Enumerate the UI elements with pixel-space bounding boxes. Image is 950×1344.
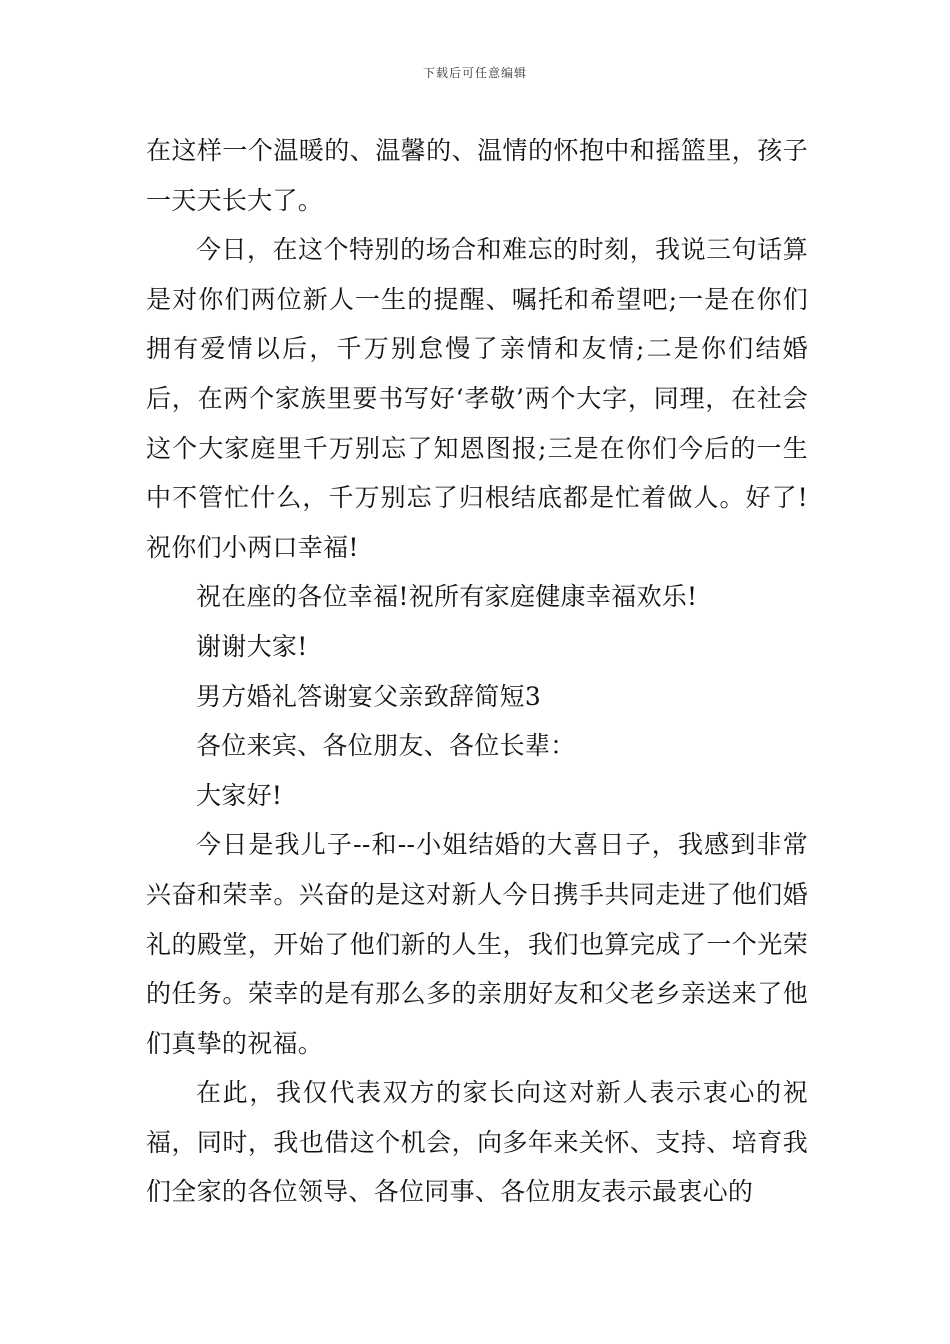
section-title: 男方婚礼答谢宴父亲致辞简短3 xyxy=(196,681,542,711)
paragraph: 在这样一个温暖的、温馨的、温情的怀抱中和摇篮里，孩子一天天长大了。 xyxy=(146,136,808,215)
salutation: 各位来宾、各位朋友、各位长辈： xyxy=(196,731,576,761)
paragraph: 在此，我仅代表双方的家长向这对新人表示衷心的祝福，同时，我也借这个机会，向多年来关怀、支持、培育我们全家的各位领导、各位同事、各位朋友表示最衷心的 xyxy=(146,1078,808,1207)
document-body xyxy=(146,126,808,1217)
paragraph: 祝在座的各位幸福!祝所有家庭健康幸福欢乐! xyxy=(196,582,698,612)
greeting: 大家好! xyxy=(196,780,283,810)
paragraph: 谢谢大家! xyxy=(196,631,308,661)
paragraph: 今日是我儿子--和--小姐结婚的大喜日子，我感到非常兴奋和荣幸。兴奋的是这对新人今日携手共同走进了他们婚礼的殿堂，开始了他们新的人生，我们也算完成了一个光荣的任务。荣幸的是有那么多的亲朋好友和父老乡亲送来了他们真挚的祝福。 xyxy=(146,830,808,1058)
page-header: 下载后可任意编辑 xyxy=(422,66,527,80)
paragraph: 今日，在这个特别的场合和难忘的时刻，我说三句话算是对你们两位新人一生的提醒、嘱托和希望吧;一是在你们拥有爱情以后，千万别怠慢了亲情和友情;二是你们结婚后，在两个家族里要书写好‘孝敬’两个大字，同理，在社会这个大家庭里千万别忘了知恩图报;三是在你们今后的一生中不管忙什么，千万别忘了归根结底都是忙着做人。好了!祝你们小两口幸福! xyxy=(146,235,808,562)
